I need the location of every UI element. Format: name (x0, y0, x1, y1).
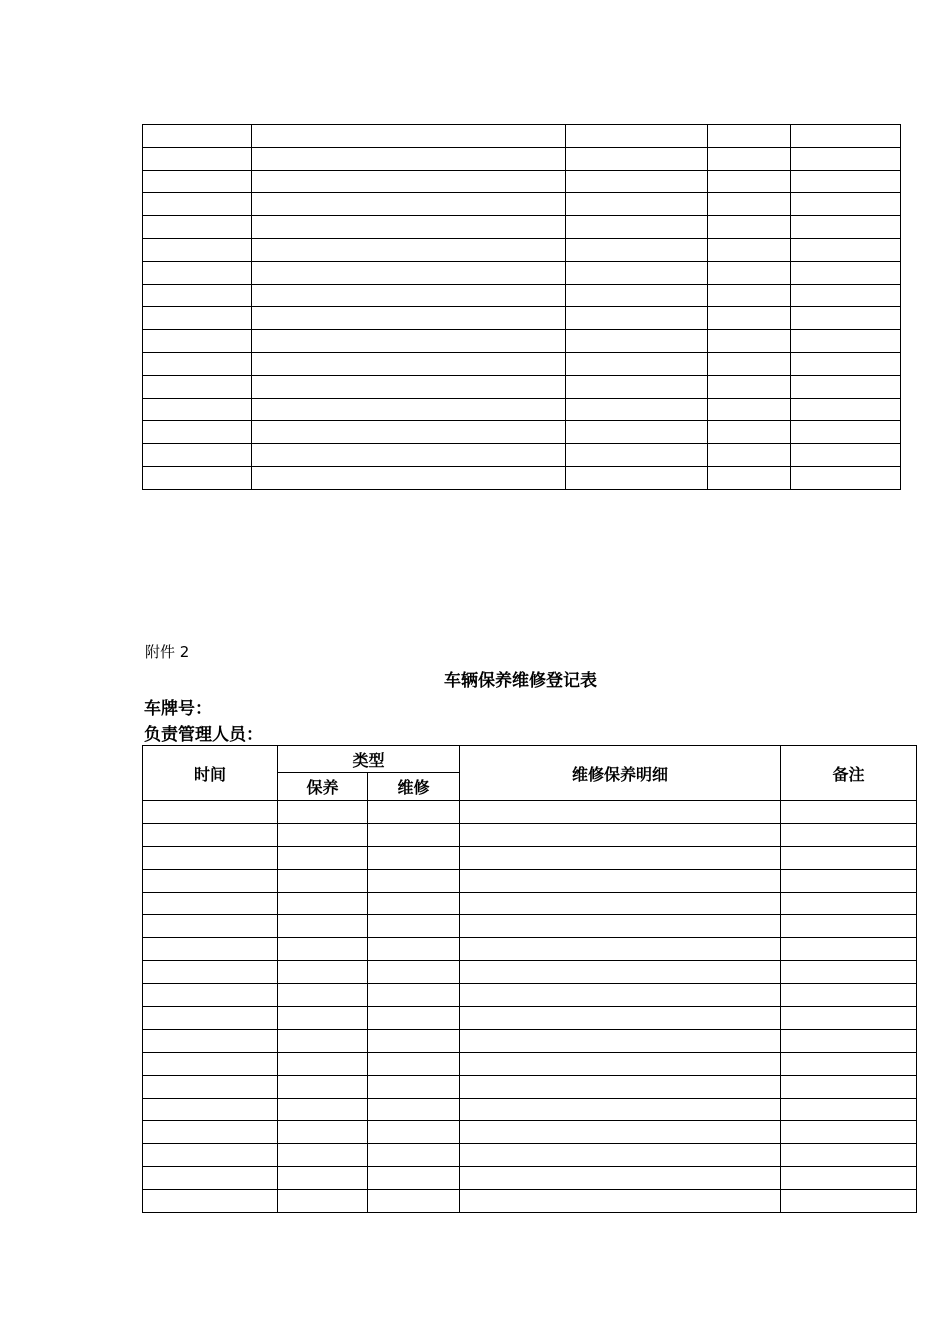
header-repair: 维修 (368, 773, 460, 801)
table-cell[interactable] (143, 444, 252, 467)
table-cell[interactable] (460, 846, 781, 869)
table-cell[interactable] (278, 823, 368, 846)
table-row (143, 307, 901, 330)
table-cell[interactable] (252, 193, 566, 216)
table-cell[interactable] (143, 869, 278, 892)
annex-label: 附件 2 (145, 643, 190, 661)
table-row (143, 284, 901, 307)
table-cell[interactable] (460, 1029, 781, 1052)
table-cell[interactable] (566, 421, 708, 444)
table-cell[interactable] (278, 892, 368, 915)
table-row (143, 869, 917, 892)
table-cell[interactable] (791, 193, 901, 216)
table-cell[interactable] (791, 398, 901, 421)
table-row (143, 1121, 917, 1144)
table-cell[interactable] (708, 444, 791, 467)
table-cell[interactable] (143, 284, 252, 307)
table-cell[interactable] (143, 846, 278, 869)
table-cell[interactable] (791, 330, 901, 353)
table-cell[interactable] (708, 284, 791, 307)
table-cell[interactable] (143, 1121, 278, 1144)
table-cell[interactable] (278, 1190, 368, 1213)
table-cell[interactable] (566, 398, 708, 421)
table-cell[interactable] (368, 801, 460, 824)
table-cell[interactable] (143, 466, 252, 489)
table-cell[interactable] (566, 238, 708, 261)
table-cell[interactable] (252, 352, 566, 375)
table-row (143, 238, 901, 261)
table-cell[interactable] (708, 216, 791, 239)
table-cell[interactable] (252, 284, 566, 307)
table-cell[interactable] (278, 984, 368, 1007)
table-cell[interactable] (791, 444, 901, 467)
table-cell[interactable] (791, 421, 901, 444)
table-row (143, 261, 901, 284)
table-cell[interactable] (566, 170, 708, 193)
manager-label: 负责管理人员： (144, 725, 263, 745)
table-cell[interactable] (460, 1098, 781, 1121)
table-cell[interactable] (368, 846, 460, 869)
table-cell[interactable] (368, 1121, 460, 1144)
table-cell[interactable] (791, 352, 901, 375)
table-cell[interactable] (143, 238, 252, 261)
table-cell[interactable] (143, 307, 252, 330)
table-cell[interactable] (460, 1007, 781, 1030)
table-row (143, 466, 901, 489)
table-cell[interactable] (252, 330, 566, 353)
table-cell[interactable] (791, 261, 901, 284)
table-cell[interactable] (143, 915, 278, 938)
table-row (143, 193, 901, 216)
table-row (143, 961, 917, 984)
table-cell[interactable] (143, 938, 278, 961)
table-cell[interactable] (781, 984, 917, 1007)
table-cell[interactable] (278, 1144, 368, 1167)
table-cell[interactable] (781, 1075, 917, 1098)
table-cell[interactable] (791, 238, 901, 261)
table-cell[interactable] (791, 170, 901, 193)
table-cell[interactable] (278, 869, 368, 892)
table-cell[interactable] (781, 961, 917, 984)
table-cell[interactable] (781, 1190, 917, 1213)
previous-page-table (142, 124, 901, 490)
table-cell[interactable] (368, 869, 460, 892)
table-row (143, 216, 901, 239)
table-cell[interactable] (791, 147, 901, 170)
table-cell[interactable] (143, 984, 278, 1007)
table-cell[interactable] (566, 216, 708, 239)
table-cell[interactable] (781, 938, 917, 961)
table-cell[interactable] (143, 352, 252, 375)
table-cell[interactable] (278, 915, 368, 938)
table-cell[interactable] (252, 216, 566, 239)
table-row (143, 1144, 917, 1167)
table-cell[interactable] (143, 1052, 278, 1075)
header-maintenance: 保养 (278, 773, 368, 801)
table-cell[interactable] (278, 1052, 368, 1075)
table-row (143, 938, 917, 961)
table-row (143, 984, 917, 1007)
table-cell[interactable] (143, 216, 252, 239)
table-cell[interactable] (781, 869, 917, 892)
table-cell[interactable] (460, 801, 781, 824)
table-cell[interactable] (460, 961, 781, 984)
table-cell[interactable] (460, 869, 781, 892)
table-cell[interactable] (781, 1007, 917, 1030)
table-row (143, 1029, 917, 1052)
table-cell[interactable] (252, 398, 566, 421)
table-cell[interactable] (252, 375, 566, 398)
table-cell[interactable] (278, 1167, 368, 1190)
table-cell[interactable] (368, 915, 460, 938)
table-cell[interactable] (143, 170, 252, 193)
table-cell[interactable] (143, 147, 252, 170)
table-cell[interactable] (781, 846, 917, 869)
table-cell[interactable] (278, 801, 368, 824)
table-row (143, 1052, 917, 1075)
table-cell[interactable] (143, 892, 278, 915)
table-cell[interactable] (278, 1121, 368, 1144)
table-cell[interactable] (460, 823, 781, 846)
table-cell[interactable] (278, 961, 368, 984)
table-cell[interactable] (143, 375, 252, 398)
table-row (143, 846, 917, 869)
table-row (143, 892, 917, 915)
table-cell[interactable] (460, 1121, 781, 1144)
table-row (143, 823, 917, 846)
table-cell[interactable] (368, 938, 460, 961)
table-cell[interactable] (252, 421, 566, 444)
table-cell[interactable] (708, 466, 791, 489)
table-cell[interactable] (143, 1144, 278, 1167)
table-row (143, 421, 901, 444)
table-cell[interactable] (566, 352, 708, 375)
table-cell[interactable] (278, 1075, 368, 1098)
header-remarks: 备注 (781, 746, 917, 801)
table-row (143, 330, 901, 353)
table-cell[interactable] (566, 284, 708, 307)
table-cell[interactable] (781, 801, 917, 824)
table-cell[interactable] (708, 238, 791, 261)
table-cell[interactable] (708, 261, 791, 284)
maintenance-log-table (142, 745, 917, 1213)
table-cell[interactable] (460, 892, 781, 915)
table-cell[interactable] (278, 1098, 368, 1121)
table-cell[interactable] (368, 1029, 460, 1052)
table-cell[interactable] (368, 1098, 460, 1121)
table-cell[interactable] (368, 1075, 460, 1098)
table-cell[interactable] (278, 938, 368, 961)
table-cell[interactable] (460, 984, 781, 1007)
table-cell[interactable] (368, 984, 460, 1007)
table-row (143, 1075, 917, 1098)
table-cell[interactable] (278, 846, 368, 869)
table-cell[interactable] (781, 1121, 917, 1144)
table-cell[interactable] (252, 170, 566, 193)
table-row (143, 170, 901, 193)
table-cell[interactable] (566, 466, 708, 489)
table-cell[interactable] (252, 147, 566, 170)
table-cell[interactable] (460, 915, 781, 938)
table-cell[interactable] (708, 307, 791, 330)
table-cell[interactable] (781, 1052, 917, 1075)
table-cell[interactable] (708, 170, 791, 193)
table-row (143, 147, 901, 170)
table-cell[interactable] (708, 398, 791, 421)
table-cell[interactable] (368, 1144, 460, 1167)
table-cell[interactable] (460, 1167, 781, 1190)
table-cell[interactable] (460, 938, 781, 961)
table-cell[interactable] (252, 125, 566, 148)
table-cell[interactable] (781, 1098, 917, 1121)
table-cell[interactable] (368, 823, 460, 846)
table-cell[interactable] (143, 330, 252, 353)
header-details: 维修保养明细 (460, 746, 781, 801)
table-cell[interactable] (460, 1144, 781, 1167)
table-cell[interactable] (252, 444, 566, 467)
table-cell[interactable] (708, 421, 791, 444)
table-row (143, 398, 901, 421)
table-cell[interactable] (708, 147, 791, 170)
table-cell[interactable] (566, 375, 708, 398)
table-cell[interactable] (791, 307, 901, 330)
table-cell[interactable] (460, 1075, 781, 1098)
table-cell[interactable] (252, 238, 566, 261)
table-cell[interactable] (278, 1029, 368, 1052)
table-cell[interactable] (708, 330, 791, 353)
table-cell[interactable] (781, 1167, 917, 1190)
table-cell[interactable] (368, 1052, 460, 1075)
table-cell[interactable] (781, 1029, 917, 1052)
table-row (143, 375, 901, 398)
table-cell[interactable] (566, 125, 708, 148)
table-cell[interactable] (791, 284, 901, 307)
table-cell[interactable] (781, 915, 917, 938)
table-cell[interactable] (143, 125, 252, 148)
table-cell[interactable] (143, 421, 252, 444)
table-cell[interactable] (566, 444, 708, 467)
header-time: 时间 (143, 746, 278, 801)
table-cell[interactable] (781, 892, 917, 915)
table-row (143, 1190, 917, 1213)
table-cell[interactable] (791, 466, 901, 489)
table-row (143, 352, 901, 375)
table-cell[interactable] (460, 1052, 781, 1075)
table-cell[interactable] (368, 1190, 460, 1213)
table-cell[interactable] (143, 1167, 278, 1190)
table-cell[interactable] (460, 1190, 781, 1213)
table-cell[interactable] (708, 375, 791, 398)
table-cell[interactable] (143, 1190, 278, 1213)
table-row (143, 915, 917, 938)
table-cell[interactable] (781, 1144, 917, 1167)
table-cell[interactable] (566, 147, 708, 170)
table-cell[interactable] (143, 1007, 278, 1030)
table-cell[interactable] (143, 961, 278, 984)
form-title: 车辆保养维修登记表 (444, 671, 597, 691)
table-cell[interactable] (143, 1029, 278, 1052)
table-row (143, 1007, 917, 1030)
table-cell[interactable] (566, 193, 708, 216)
table-row (143, 444, 901, 467)
table-cell[interactable] (791, 375, 901, 398)
table-cell[interactable] (368, 1007, 460, 1030)
table-row (143, 1167, 917, 1190)
table-cell[interactable] (708, 352, 791, 375)
table-row (143, 1098, 917, 1121)
table-cell[interactable] (368, 1167, 460, 1190)
table-cell[interactable] (566, 307, 708, 330)
table-cell[interactable] (791, 216, 901, 239)
table-cell[interactable] (566, 330, 708, 353)
table-cell[interactable] (278, 1007, 368, 1030)
table-cell[interactable] (368, 892, 460, 915)
table-cell[interactable] (143, 1098, 278, 1121)
table-cell[interactable] (791, 125, 901, 148)
table-cell[interactable] (252, 466, 566, 489)
table-cell[interactable] (708, 125, 791, 148)
table-cell[interactable] (143, 1075, 278, 1098)
plate-number-label: 车牌号： (144, 699, 212, 719)
table-cell[interactable] (143, 801, 278, 824)
table-cell[interactable] (143, 261, 252, 284)
table-cell[interactable] (143, 823, 278, 846)
header-type: 类型 (278, 746, 460, 773)
table-cell[interactable] (708, 193, 791, 216)
table-cell[interactable] (368, 961, 460, 984)
table-cell[interactable] (252, 307, 566, 330)
table-cell[interactable] (143, 398, 252, 421)
table-cell[interactable] (566, 261, 708, 284)
table-cell[interactable] (781, 823, 917, 846)
table-row (143, 801, 917, 824)
table-cell[interactable] (252, 261, 566, 284)
table-cell[interactable] (143, 193, 252, 216)
table-row (143, 125, 901, 148)
